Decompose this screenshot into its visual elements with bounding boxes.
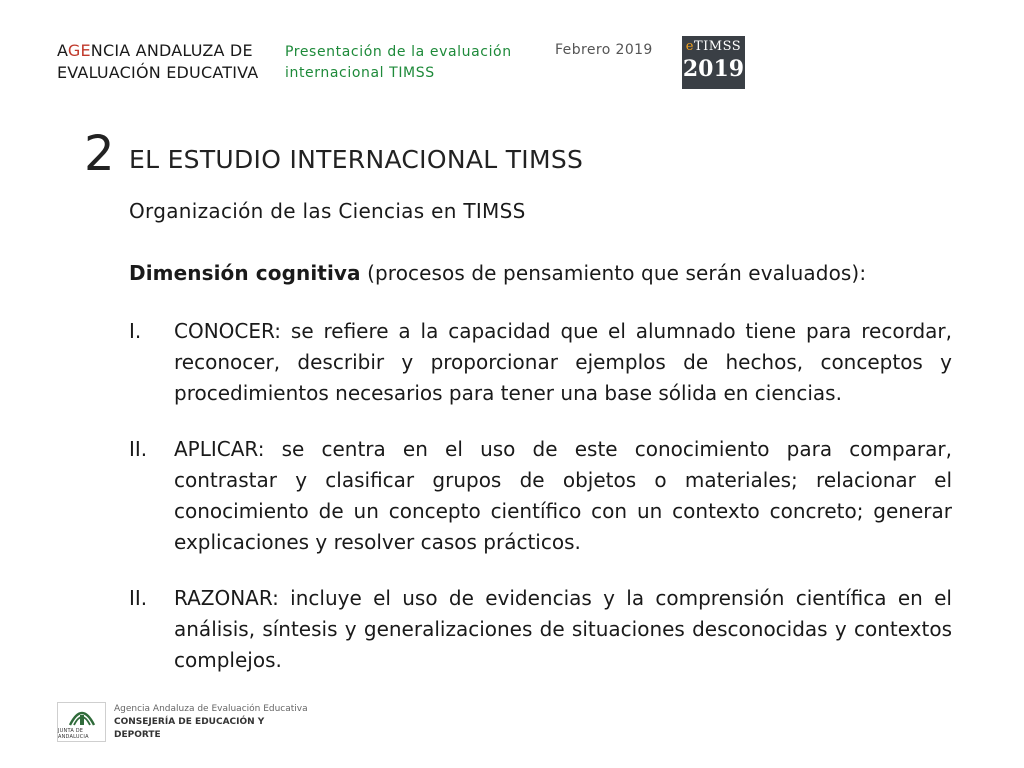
- list-item-number: I.: [129, 319, 142, 343]
- logo-timss: TIMSS: [694, 39, 742, 54]
- footer-ministry-line: CONSEJERÍA DE EDUCACIÓN Y DEPORTE: [114, 716, 265, 740]
- list-item-number: II.: [129, 437, 148, 461]
- cognitive-dimension-bold: Dimensión cognitiva: [129, 261, 361, 285]
- agency-letter-a: A: [57, 41, 68, 60]
- junta-andalucia-emblem: [57, 702, 106, 742]
- footer-agency-line: Agencia Andaluza de Evaluación Educativa: [114, 703, 308, 714]
- list-item-text: CONOCER: se refiere a la capacidad que el alumnado tiene para recordar, reconocer, describir y proporcionar ejemplos de hechos, conceptos y procedimientos necesarios para tener una base sólida en ciencias.: [174, 319, 952, 405]
- presentation-line-1: Presentación de la evaluación: [285, 44, 512, 60]
- footer-logo: [57, 702, 310, 742]
- cognitive-dimension-heading: [129, 261, 969, 285]
- logo-wordmark: [682, 38, 745, 56]
- logo-e: e: [685, 39, 694, 54]
- presentation-title: [285, 42, 530, 84]
- agency-line-2: EVALUACIÓN EDUCATIVA: [57, 63, 259, 82]
- list-item-text: APLICAR: se centra en el uso de este conocimiento para comparar, contrastar y clasificar grupos de objetos o materiales; relacionar el conocimiento de un concepto científico con un contexto concreto; generar explicaciones y resolver casos prácticos.: [174, 437, 952, 554]
- section-number: 2: [84, 126, 115, 182]
- list-item-aplicar: [129, 434, 952, 558]
- section-title: EL ESTUDIO INTERNACIONAL TIMSS: [129, 145, 584, 174]
- emblem-caption: JUNTA DE ANDALUCIA: [58, 727, 89, 740]
- list-item-razonar: [129, 583, 952, 676]
- agency-highlight: GE: [67, 41, 91, 60]
- footer-text: [114, 703, 310, 742]
- cognitive-dimension-rest: (procesos de pensamiento que serán evaluados):: [360, 261, 867, 285]
- agency-name: [57, 40, 272, 84]
- logo-year: 2019: [682, 56, 745, 82]
- etimss-logo: [682, 36, 745, 89]
- list-item-number: II.: [129, 586, 148, 610]
- junta-arch-icon: [67, 705, 97, 727]
- list-item-text: RAZONAR: incluye el uso de evidencias y la comprensión científica en el análisis, síntesis y generalizaciones de situaciones desconocidas y contextos complejos.: [174, 586, 952, 672]
- agency-line-1: [57, 40, 272, 62]
- cognitive-domain-list: [129, 316, 952, 676]
- slide-subtitle: Organización de las Ciencias en TIMSS: [129, 199, 526, 223]
- presentation-line-2: internacional TIMSS: [285, 65, 435, 81]
- agency-line-1-rest: NCIA ANDALUZA DE: [90, 41, 253, 60]
- list-item-conocer: [129, 316, 952, 409]
- presentation-date: Febrero 2019: [555, 42, 653, 58]
